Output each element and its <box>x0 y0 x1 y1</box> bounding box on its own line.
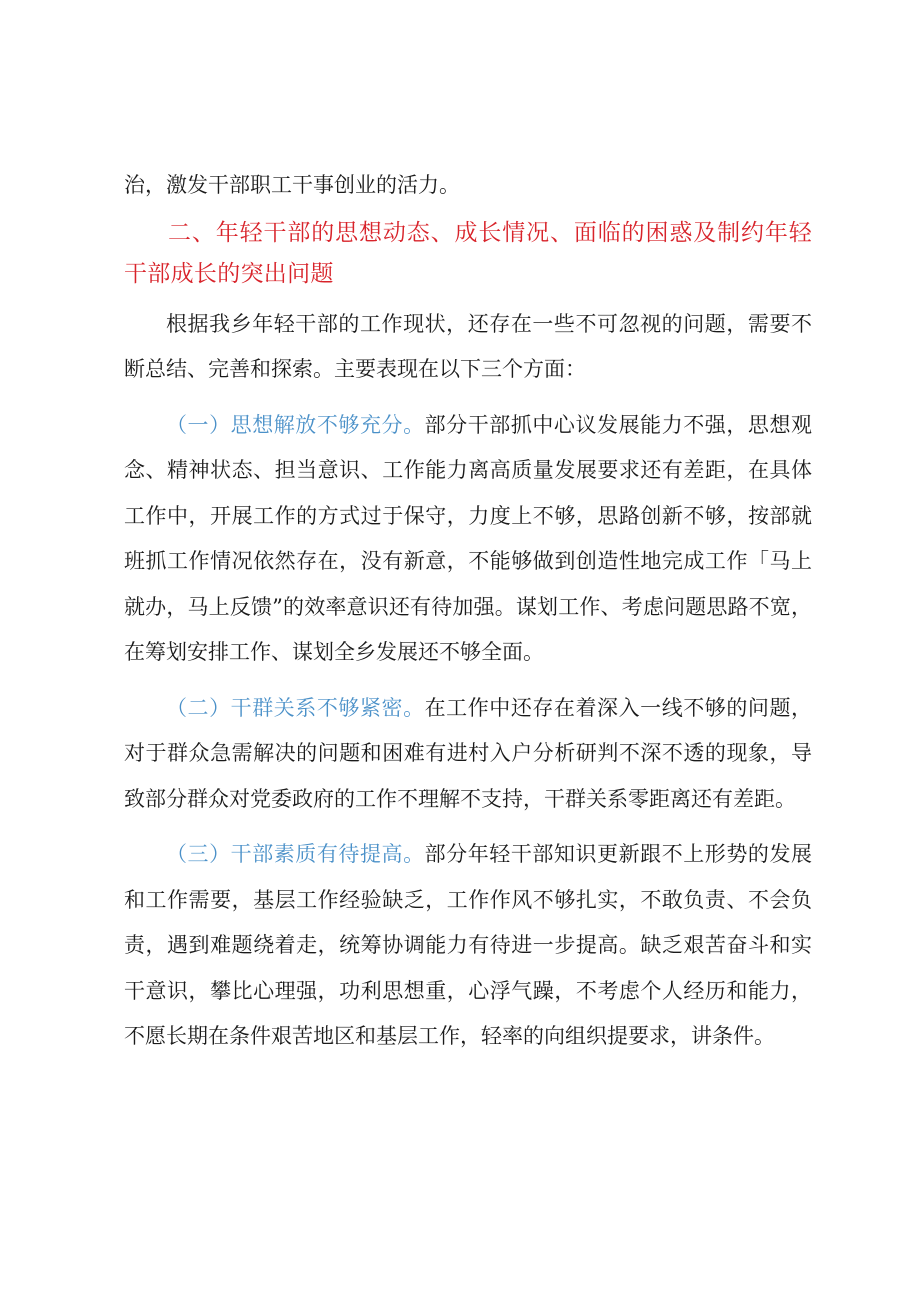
item-title-2: （二）干群关系不够紧密。 <box>166 695 425 720</box>
intro-tail-text: 治，激发干部职工干事创业的活力。 <box>124 173 460 197</box>
item-paragraph-1 <box>124 403 812 676</box>
section-heading: 二、年轻干部的思想动态、成长情况、面临的困惑及制约年轻干部成长的突出问题 <box>124 219 812 287</box>
document-body <box>124 163 812 1060</box>
item-paragraph-3 <box>124 832 812 1060</box>
item-body-3: 部分年轻干部知识更新跟不上形势的发展和工作需要，基层工作经验缺乏，工作作风不够扎实，不敢负责、不会负责，遇到难题绕着走，统筹协调能力有待进一步提高。缺乏艰苦奋斗和实干意识，攀比心理强，功利思想重，心浮气躁，不考虑个人经历和能力，不愿长期在条件艰苦地区和基层工作，轻率的向组织提要求，讲条件。 <box>124 842 813 1048</box>
item-paragraph-2 <box>124 686 812 823</box>
lead-paragraph: 根据我乡年轻干部的工作现状，还存在一些不可忽视的问题，需要不断总结、完善和探索。主要表现在以下三个方面： <box>124 311 812 381</box>
item-title-3: （三）干部素质有待提高。 <box>166 842 425 866</box>
item-body-1: 部分干部抓中心议发展能力不强，思想观念、精神状态、担当意识、工作能力离高质量发展要求还有差距，在具体工作中，开展工作的方式过于保守，力度上不够，思路创新不够，按部就班抓工作情况依然存在，没有新意，不能够做到创造性地完成工作「马上就办，马上反馈”的效率意识还有待加强。谋划工作、考虑问题思路不宽，在筹划安排工作、谋划全乡发展还不够全面。 <box>124 412 813 664</box>
item-body-2: 在工作中还存在着深入一线不够的问题，对于群众急需解决的问题和困难有进村入户分析研判不深不透的现象，导致部分群众对党委政府的工作不理解不支持，干群关系零距离还有差距。 <box>124 695 813 811</box>
item-title-1: （一）思想解放不够充分。 <box>166 412 425 437</box>
